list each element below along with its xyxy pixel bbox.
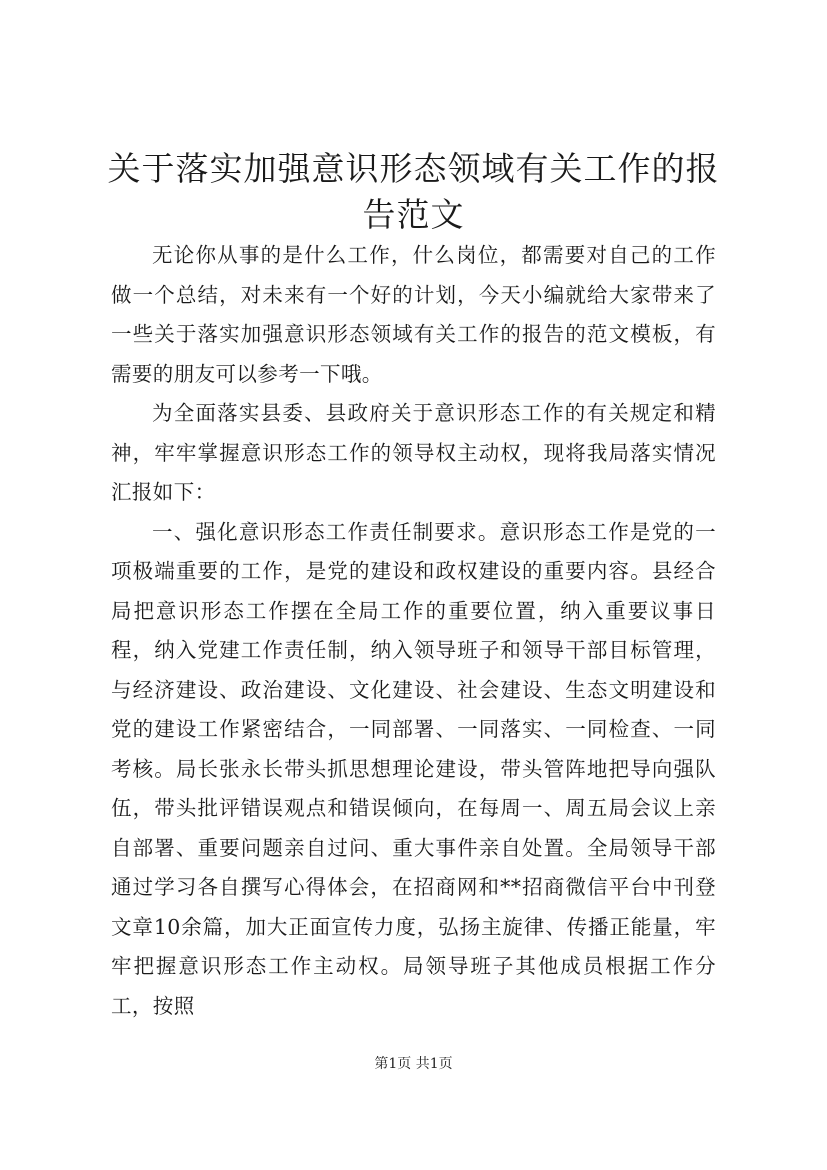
paragraph-section-one: 一、强化意识形态工作责任制要求。意识形态工作是党的一项极端重要的工作，是党的建设和政权建设的重要内容。县经合局把意识形态工作摆在全局工作的重要位置，纳入重要议事日程，纳入党建工作责任制，纳入领导班子和领导干部目标管理，与经济建设、政治建设、文化建设、社会建设、生态文明建设和党的建设工作紧密结合，一同部署、一同落实、一同检查、一同考核。局长张永长带头抓思想理论建设，带头管阵地把导向强队伍，带头批评错误观点和错误倾向，在每周一、周五局会议上亲自部署、重要问题亲自过问、重大事件亲自处置。全局领导干部通过学习各自撰写心得体会，在招商网和**招商微信平台中刊登文章10余篇，加大正面宣传力度，弘扬主旋律、传播正能量，牢牢把握意识形态工作主动权。局领导班子其他成员根据工作分工，按照 — [111, 519, 716, 1018]
page-number-footer: 第1页 共1页 — [374, 1056, 453, 1072]
document-title: 关于落实加强意识形态领域有关工作的报告范文 — [107, 149, 720, 234]
paragraph-preface: 为全面落实县委、县政府关于意识形态工作的有关规定和精神，牢牢掌握意识形态工作的领导权主动权，现将我局落实情况汇报如下： — [111, 401, 716, 504]
paragraph-intro: 无论你从事的是什么工作，什么岗位，都需要对自己的工作做一个总结，对未来有一个好的计划，今天小编就给大家带来了一些关于落实加强意识形态领域有关工作的报告的范文模板，有需要的朋友可以参考一下哦。 — [111, 243, 716, 386]
document-body — [111, 236, 716, 1026]
